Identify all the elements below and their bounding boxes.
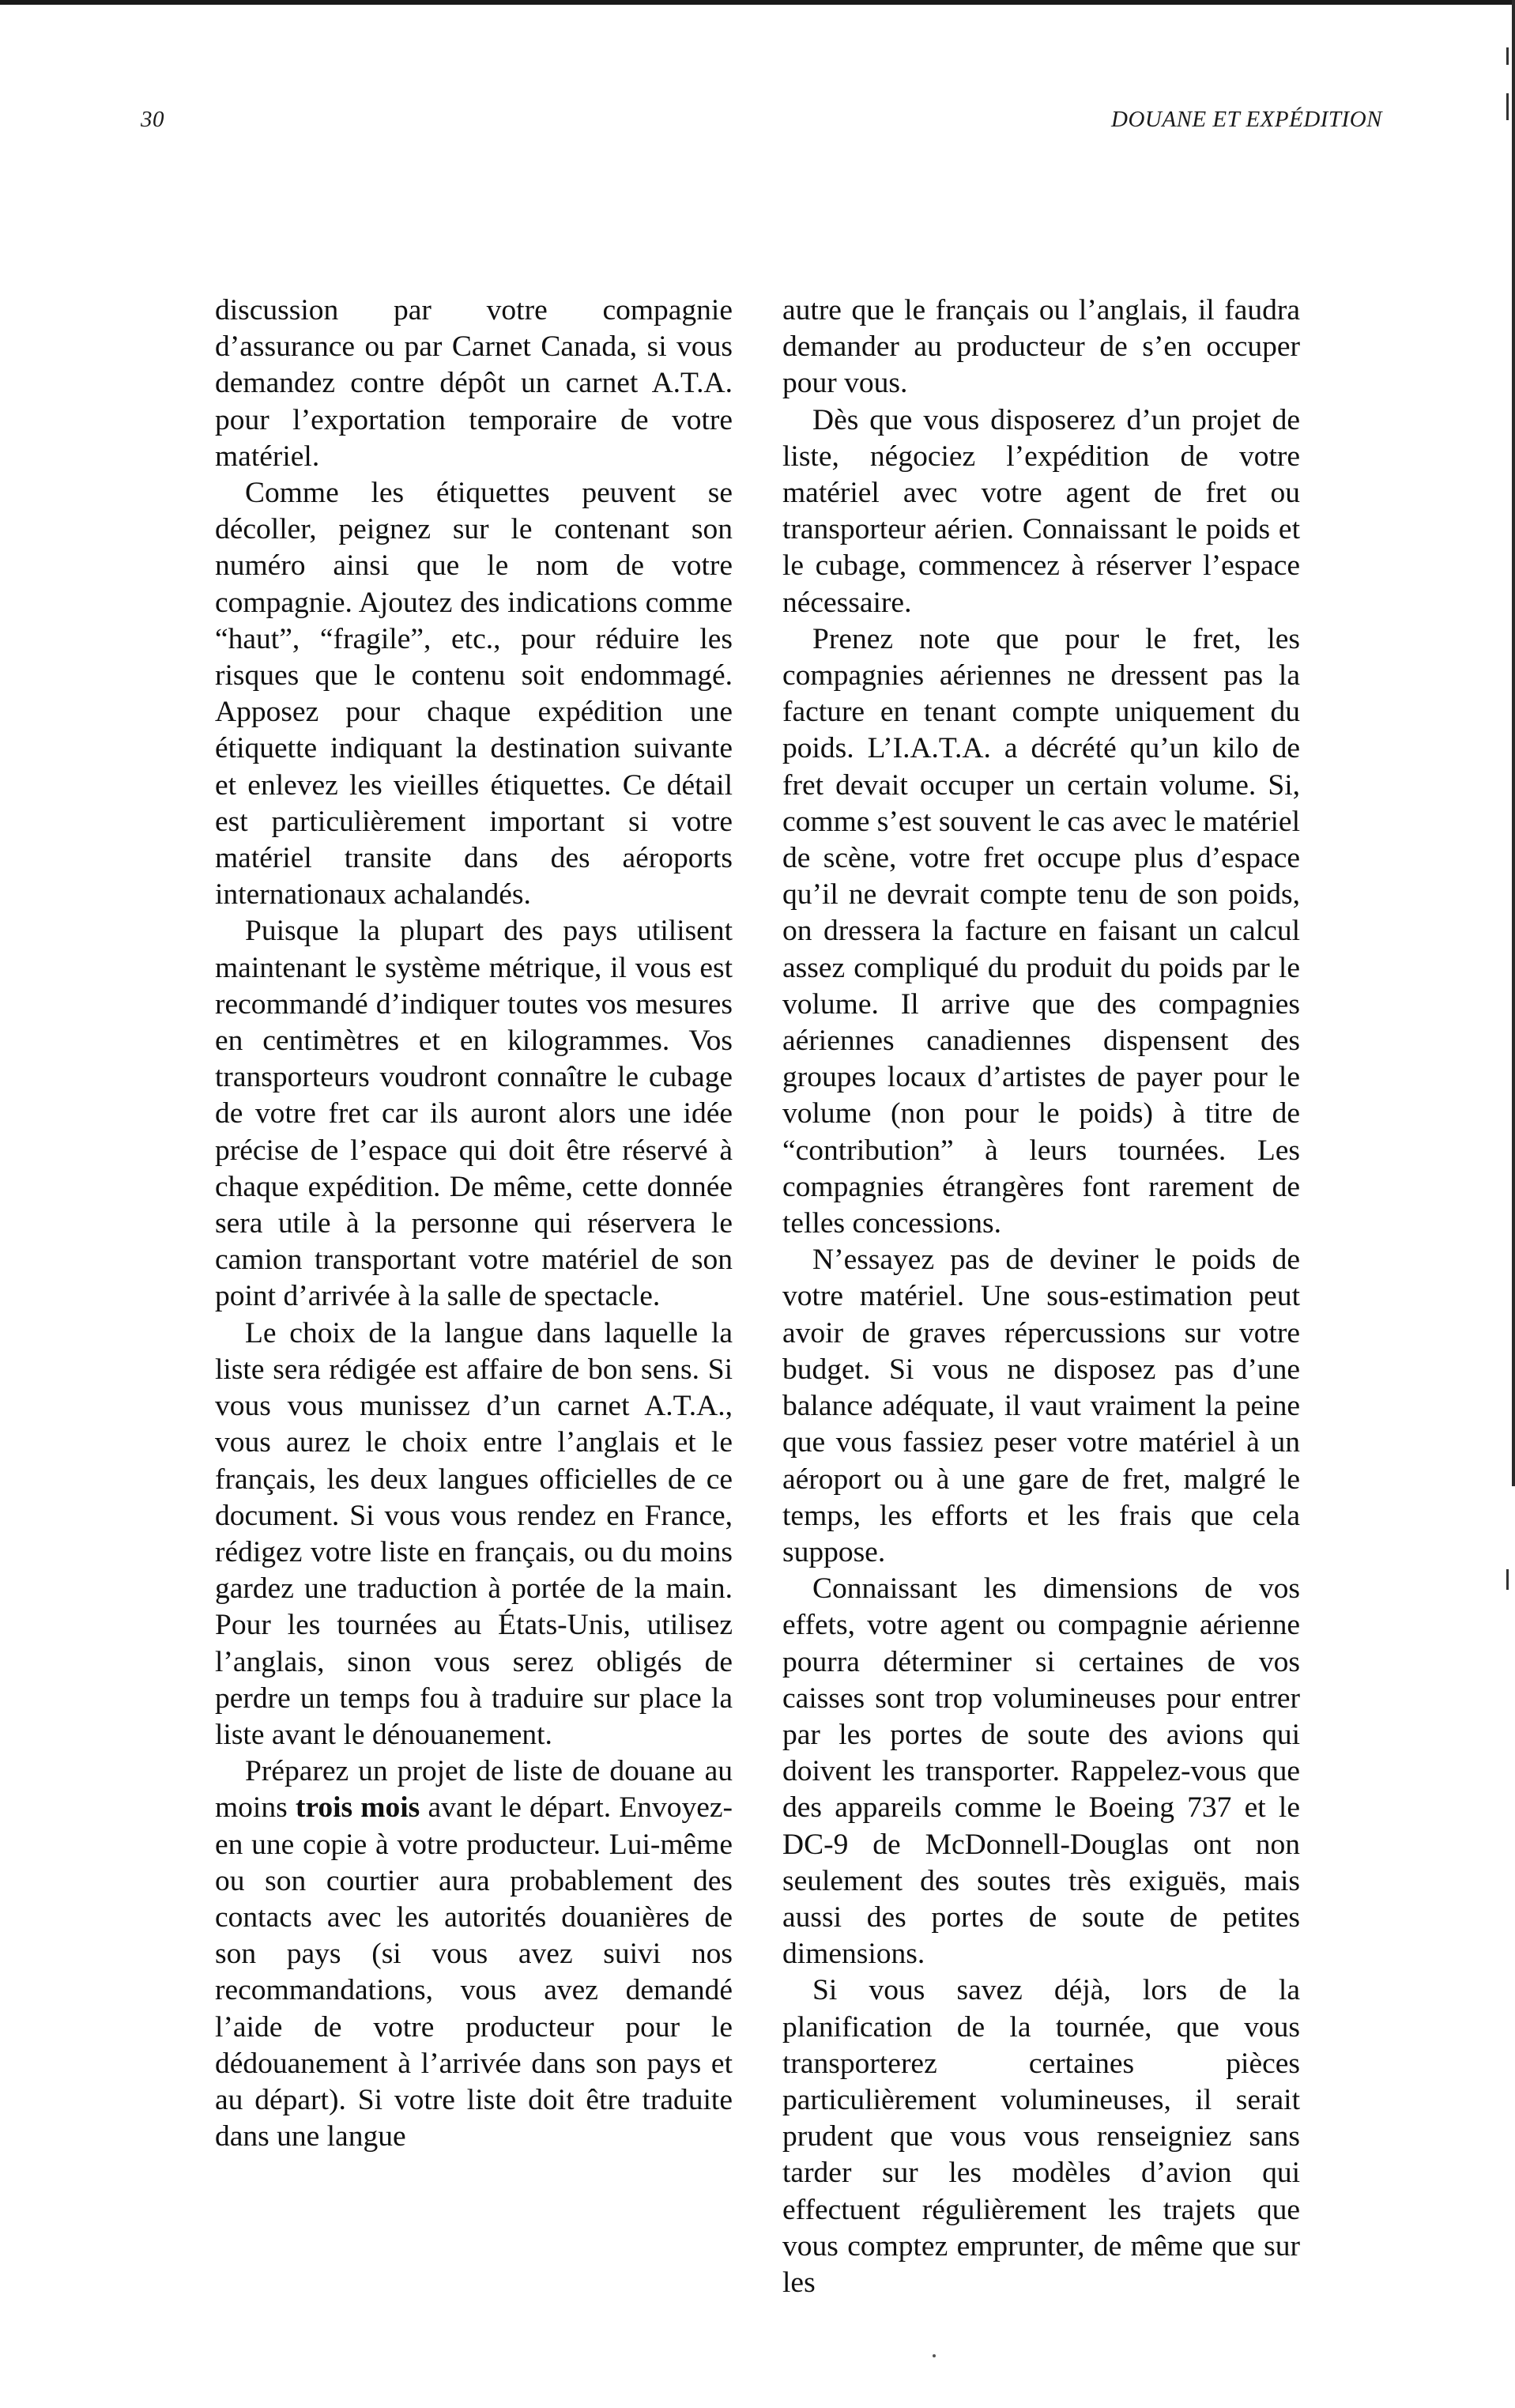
- paragraph: [215, 1753, 733, 2155]
- paragraph: Prenez note que pour le fret, les compagnies aériennes ne dressent pas la facture en tenant compte uniquement du poids. L’I.A.T.A. a décrété qu’un kilo de fret devait occuper un certain volume. Si, comme s’est souvent le cas avec le matériel de scène, votre fret occupe plus d’espace qu’il ne devrait compte tenu de son poids, on dressera la facture en faisant un calcul assez compliqué du produit du poids par le volume. Il arrive que des compagnies aériennes canadiennes dispensent des groupes locaux d’artistes de payer pour le volume (non pour le poids) à titre de “contribution” à leurs tournées. Les compagnies étrangères font rarement de telles concessions.: [782, 622, 1300, 1240]
- scan-mark: [1506, 47, 1509, 65]
- paragraph: Si vous savez déjà, lors de la planification de la tournée, que vous transporterez certaines pièces particulièrement volumineuses, il serait prudent que vous vous renseigniez sans tarder sur les modèles d’avion qui effectuent régulièrement les trajets que vous comptez emprunter, de même que sur les: [782, 1974, 1300, 2299]
- paragraph: Puisque la plupart des pays utilisent maintenant le système métrique, il vous est recommandé d’indiquer toutes vos mesures en centimètres et en kilogrammes. Vos transporteurs voudront connaître le cubage de votre fret car ils auront alors une idée précise de l’espace qui doit être réservé à chaque expédition. De même, cette donnée sera utile à la personne qui réservera le camion transportant votre matériel de son point d’arrivée à la salle de spectacle.: [215, 915, 733, 1313]
- paragraph: Le choix de la langue dans laquelle la liste sera rédigée est affaire de bon sens. Si vous vous munissez d’un carnet A.T.A., vous aurez le choix entre l’anglais et le français, les deux langues officielles de ce document. Si vous vous rendez en France, rédigez votre liste en français, ou du moins gardez une traduction à portée de la main. Pour les tournées au États-Unis, utilisez l’anglais, sinon vous serez obligés de perdre un temps fou à traduire sur place la liste avant le dénouanement.: [215, 1316, 733, 1751]
- paragraph: Dès que vous disposerez d’un projet de liste, négociez l’expédition de votre matériel avec votre agent de fret ou transporteur aérien. Connaissant le poids et le cubage, commencez à réserver l’espace nécessaire.: [782, 403, 1300, 619]
- scan-mark: [1506, 1569, 1509, 1590]
- scan-speck: [933, 2354, 936, 2357]
- left-column: [215, 293, 733, 2155]
- paragraph: Comme les étiquettes peuvent se décoller, peignez sur le contenant son numéro ainsi que le nom de votre compagnie. Ajoutez des indications comme “haut”, “fragile”, etc., pour réduire les risques que le contenu soit endommagé. Apposez pour chaque expédition une étiquette indiquant la destination suivante et enlevez les vieilles étiquettes. Ce détail est particulièrement important si votre matériel transite dans des aéroports internationaux achalandés.: [215, 477, 733, 911]
- scan-mark: [1506, 93, 1509, 120]
- paragraph: N’essayez pas de deviner le poids de votre matériel. Une sous-estimation peut avoir de graves répercussions sur votre budget. Si vous ne disposez pas d’une balance adéquate, il vaut vraiment la peine que vous fassiez peser votre matériel à un aéroport ou à une gare de fret, malgré le temps, les efforts et les frais que cela suppose.: [782, 1244, 1300, 1568]
- running-header-title: DOUANE ET EXPÉDITION: [1111, 107, 1382, 132]
- scan-edge-top: [0, 0, 1515, 5]
- scan-edge-right: [1512, 0, 1515, 1486]
- paragraph: Connaissant les dimensions de vos effets, votre agent ou compagnie aérienne pourra déterminer si certaines de vos caisses sont trop volumineuses pour entrer par les portes de soute des avions qui doivent les transporter. Rappelez-vous que des appareils comme le Boeing 737 et le DC-9 de McDonnell-Douglas ont non seulement des soutes très exiguës, mais aussi des portes de soute de petites dimensions.: [782, 1572, 1300, 1971]
- right-column: [782, 293, 1300, 2301]
- paragraph: autre que le français ou l’anglais, il faudra demander au producteur de s’en occuper pour vous.: [782, 294, 1300, 400]
- paragraph-text: Préparez un projet de liste de douane au moins: [215, 1755, 733, 1825]
- paragraph-text: avant le départ. Envoyez-en une copie à votre producteur. Lui-même ou son courtier aura probablement des contacts avec les autorités douanières de son pays (si vous avez suivi nos recommandations, vous avez demandé l’aide de votre producteur pour le dédouanement à l’arrivée dans son pays et au départ). Si votre liste doit être traduite dans une langue: [215, 1791, 733, 2153]
- page-number: 30: [141, 107, 164, 132]
- emphasis-text: trois mois: [295, 1791, 420, 1825]
- paragraph: discussion par votre compagnie d’assurance ou par Carnet Canada, si vous demandez contre dépôt un carnet A.T.A. pour l’exportation temporaire de votre matériel.: [215, 294, 733, 473]
